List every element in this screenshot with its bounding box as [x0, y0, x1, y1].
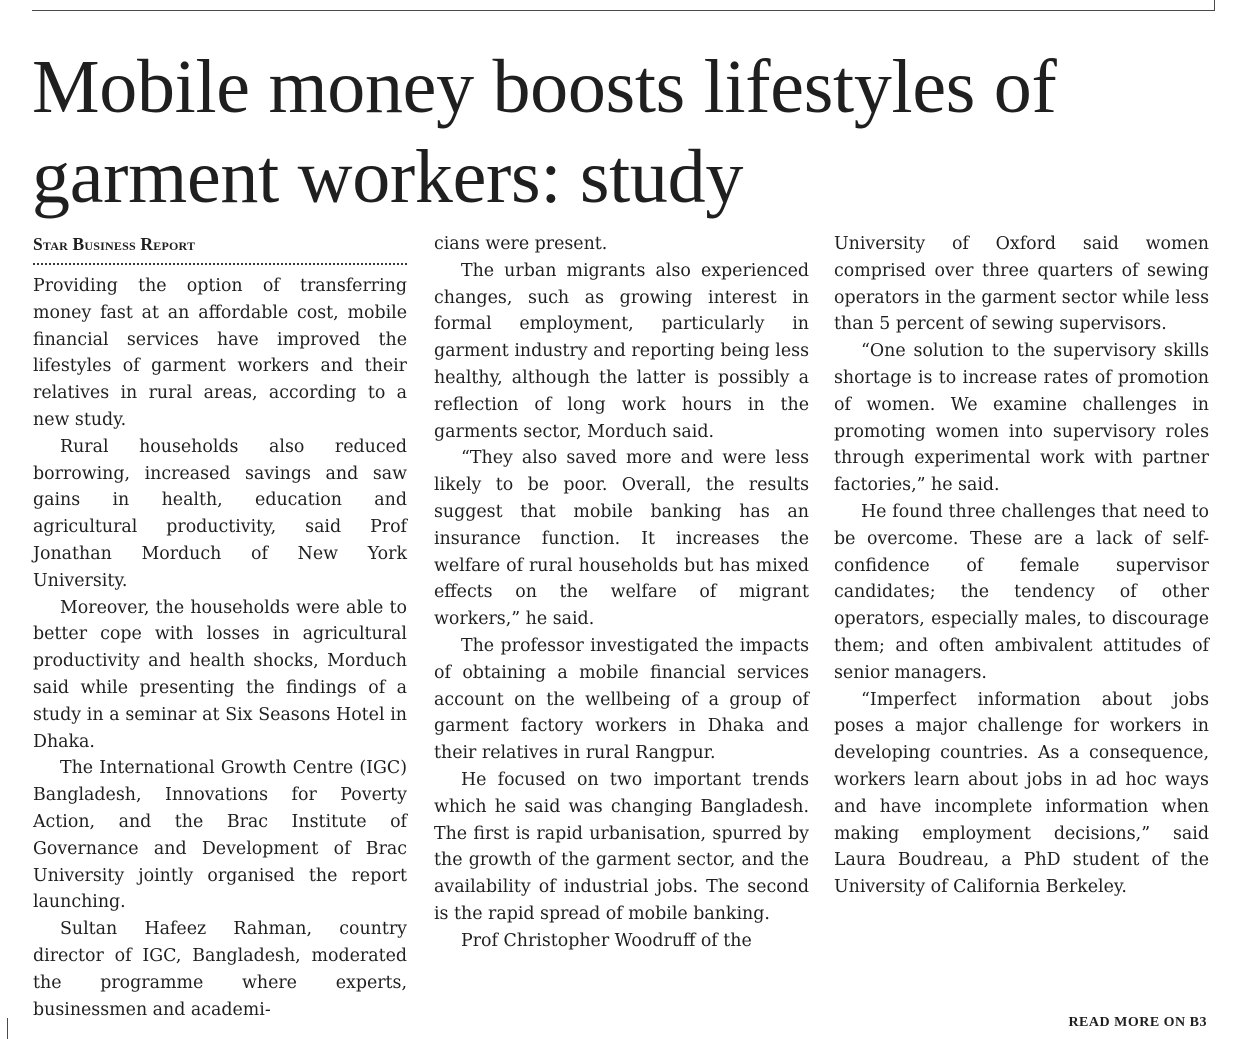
byline: Star Business Report	[33, 234, 196, 254]
paragraph: Prof Christopher Woodruff of the	[461, 930, 752, 951]
left-border-rule	[7, 1018, 8, 1039]
right-border-rule	[1214, 0, 1215, 11]
article-column-1	[33, 231, 407, 1023]
paragraph: “One solution to the supervisory skills shortage is to increase rates of promotion of women. We examine challenges in promoting women into supervisory roles through experimental work with partner factories,” he said.	[834, 341, 1209, 496]
paragraph: Sultan Hafeez Rahman, country director of IGC, Bangladesh, moderated the programme where experts, businessmen and academi-	[33, 919, 407, 1020]
top-border-rule	[32, 10, 1214, 11]
paragraph: “Imperfect information about jobs poses a major challenge for workers in developing countries. As a consequence, workers learn about jobs in ad hoc ways and have incomplete information when making employment decisions,” said Laura Boudreau, a PhD student of the University of California Berkeley.	[834, 689, 1209, 898]
paragraph: The urban migrants also experienced changes, such as growing interest in formal employment, particularly in garment industry and reporting being less healthy, although the latter is possibly a reflection of long work hours in the garments sector, Morduch said.	[434, 260, 809, 442]
paragraph: Moreover, the households were able to better cope with losses in agricultural productivity and health shocks, Morduch said while presenting the findings of a study in a seminar at Six Seasons Hotel in Dhaka.	[33, 597, 407, 752]
paragraph: The International Growth Centre (IGC) Bangladesh, Innovations for Poverty Action, and the Brac Institute of Governance and Development of Brac University jointly organised the report launching.	[33, 758, 407, 913]
paragraph: The professor investigated the impacts of obtaining a mobile financial services account on the wellbeing of a group of garment factory workers in Dhaka and their relatives in rural Rangpur.	[434, 635, 809, 764]
headline: Mobile money boosts lifestyles of garment workers: study	[32, 45, 1057, 219]
paragraph: Providing the option of transferring money fast at an affordable cost, mobile financial services have improved the lifestyles of garment workers and their relatives in rural areas, according to a new study.	[33, 276, 407, 430]
paragraph: He found three challenges that need to be overcome. These are a lack of self-confidence of female supervisor candidates; the tendency of other operators, especially males, to discourage them; and often ambivalent attitudes of senior managers.	[834, 501, 1209, 683]
byline-dotted-divider	[33, 263, 407, 265]
paragraph: “They also saved more and were less likely to be poor. Overall, the results suggest that mobile banking has an insurance function. It increases the welfare of rural households but has mixed effects on the welfare of migrant workers,” he said.	[434, 448, 809, 630]
article-column-3	[834, 231, 1209, 901]
read-more-jump-line: READ MORE ON B3	[1068, 1015, 1207, 1030]
paragraph: He focused on two important trends which he said was changing Bangladesh. The first is rapid urbanisation, spurred by the growth of the garment sector, and the availability of industrial jobs. The second is the rapid spread of mobile banking.	[434, 769, 809, 924]
article-column-2	[434, 231, 809, 955]
paragraph-continued: University of Oxford said women comprised over three quarters of sewing operators in the garment sector while less than 5 percent of sewing supervisors.	[834, 234, 1209, 335]
paragraph-continued: cians were present.	[434, 234, 608, 254]
paragraph: Rural households also reduced borrowing, increased savings and saw gains in health, education and agricultural productivity, said Prof Jonathan Morduch of New York University.	[33, 436, 407, 591]
